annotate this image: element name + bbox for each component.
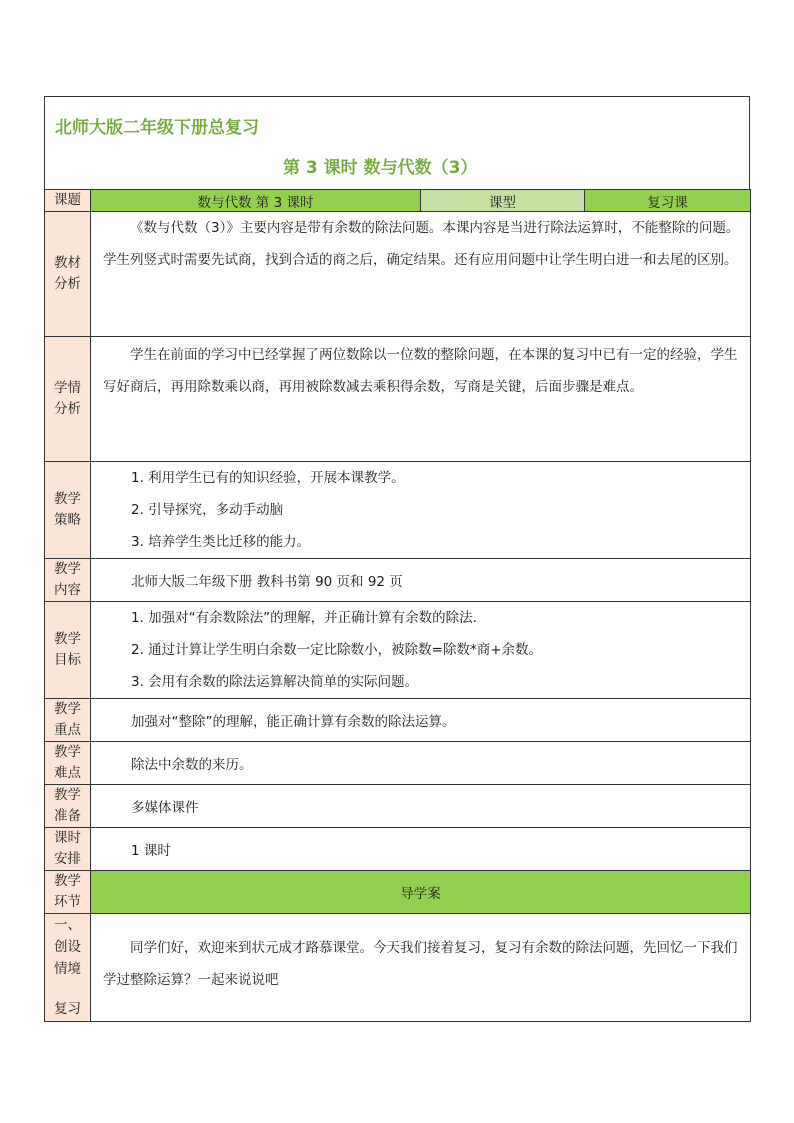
schedule-label-line-1: 课时 [54, 830, 81, 846]
difficulty-label-line-1: 教学 [54, 744, 81, 760]
goal-item: 2. 通过计算让学生明白余数一定比除数小，被除数=除数*商+余数。 [131, 642, 543, 658]
lesson-type-label: 课型 [421, 190, 585, 212]
key-point-label [45, 699, 91, 742]
strategy-item: 3. 培养学生类比迁移的能力。 [131, 534, 311, 550]
schedule-text: 1 课时 [91, 828, 751, 871]
content-text: 北师大版二年级下册 教科书第 90 页和 92 页 [91, 559, 751, 602]
phase-one-label-line-2: 创设 [54, 939, 81, 955]
process-label [45, 871, 91, 914]
learner-cell [91, 337, 751, 462]
strategy-label [45, 462, 91, 559]
learner-row [45, 337, 751, 462]
strategy-label-line-2: 策略 [54, 512, 81, 528]
topic-value: 数与代数 第 3 课时 [91, 190, 421, 212]
difficulty-label-line-2: 难点 [54, 765, 81, 781]
document-title: 北师大版二年级下册总复习 [55, 118, 259, 138]
analysis-text: 《数与代数（3）》主要内容是带有余数的除法问题。本课内容是当进行除法运算时，不能整除的问题。学生列竖式时需要先试商，找到合适的商之后，确定结果。还有应用问题中让学生明白进一和去尾的区别。 [103, 220, 740, 268]
phase-one-label [45, 914, 91, 1022]
analysis-label-line-2: 分析 [54, 276, 81, 292]
lesson-plan-sheet [44, 96, 750, 1022]
learner-label-line-2: 分析 [54, 401, 81, 417]
preparation-label-line-1: 教学 [54, 787, 81, 803]
learner-label [45, 337, 91, 462]
goals-cell [91, 602, 751, 699]
difficulty-row [45, 742, 751, 785]
goals-label-line-1: 教学 [54, 631, 81, 647]
schedule-label-line-2: 安排 [54, 851, 81, 867]
goals-label [45, 602, 91, 699]
analysis-cell [91, 212, 751, 337]
content-label-line-2: 内容 [54, 582, 81, 598]
goal-item: 3. 会用有余数的除法运算解决简单的实际问题。 [131, 674, 419, 690]
topic-row [45, 190, 751, 212]
lesson-type-value: 复习课 [585, 190, 751, 212]
learner-label-line-1: 学情 [54, 380, 81, 396]
guided-learning-header: 导学案 [91, 871, 751, 914]
key-point-label-line-1: 教学 [54, 701, 81, 717]
phase-one-label-line-1: 一、 [54, 917, 81, 933]
strategy-cell [91, 462, 751, 559]
document-subtitle: 第 3 课时 数与代数（3） [283, 158, 478, 178]
content-label-line-1: 教学 [54, 561, 81, 577]
process-label-line-2: 环节 [54, 894, 81, 910]
content-row [45, 559, 751, 602]
analysis-label-line-1: 教材 [54, 255, 81, 271]
process-header-row [45, 871, 751, 914]
key-point-text: 加强对“整除”的理解，能正确计算有余数的除法运算。 [91, 699, 751, 742]
goal-item: 1. 加强对“有余数除法”的理解，并正确计算有余数的除法. [131, 610, 477, 626]
preparation-text: 多媒体课件 [91, 785, 751, 828]
schedule-label [45, 828, 91, 871]
analysis-label [45, 212, 91, 337]
phase-one-cell [91, 914, 751, 1022]
goals-label-line-2: 目标 [54, 652, 81, 668]
phase-one-label-line-3: 情境 [54, 961, 81, 977]
analysis-row [45, 212, 751, 337]
lesson-plan-table [44, 189, 751, 1022]
preparation-label [45, 785, 91, 828]
phase-one-text: 同学们好，欢迎来到状元成才路慕课堂。今天我们接着复习，复习有余数的除法问题，先回忆一下我们学过整除运算？一起来说说吧 [103, 940, 738, 988]
topic-label: 课题 [45, 190, 91, 212]
phase-one-label-line-4: 复习 [54, 1001, 81, 1017]
process-label-line-1: 教学 [54, 873, 81, 889]
key-point-label-line-2: 重点 [54, 722, 81, 738]
strategy-item: 2. 引导探究，多动手动脑 [131, 502, 284, 518]
document-header [44, 96, 750, 189]
schedule-row [45, 828, 751, 871]
difficulty-label [45, 742, 91, 785]
difficulty-text: 除法中余数的来历。 [91, 742, 751, 785]
content-label [45, 559, 91, 602]
phase-one-row [45, 914, 751, 1022]
goals-row [45, 602, 751, 699]
key-point-row [45, 699, 751, 742]
strategy-row [45, 462, 751, 559]
strategy-item: 1. 利用学生已有的知识经验，开展本课教学。 [131, 470, 405, 486]
strategy-label-line-1: 教学 [54, 491, 81, 507]
learner-text: 学生在前面的学习中已经掌握了两位数除以一位数的整除问题，在本课的复习中已有一定的经验，学生写好商后，再用除数乘以商，再用被除数减去乘积得余数，写商是关键，后面步骤是难点。 [103, 347, 738, 395]
preparation-label-line-2: 准备 [54, 808, 81, 824]
preparation-row [45, 785, 751, 828]
